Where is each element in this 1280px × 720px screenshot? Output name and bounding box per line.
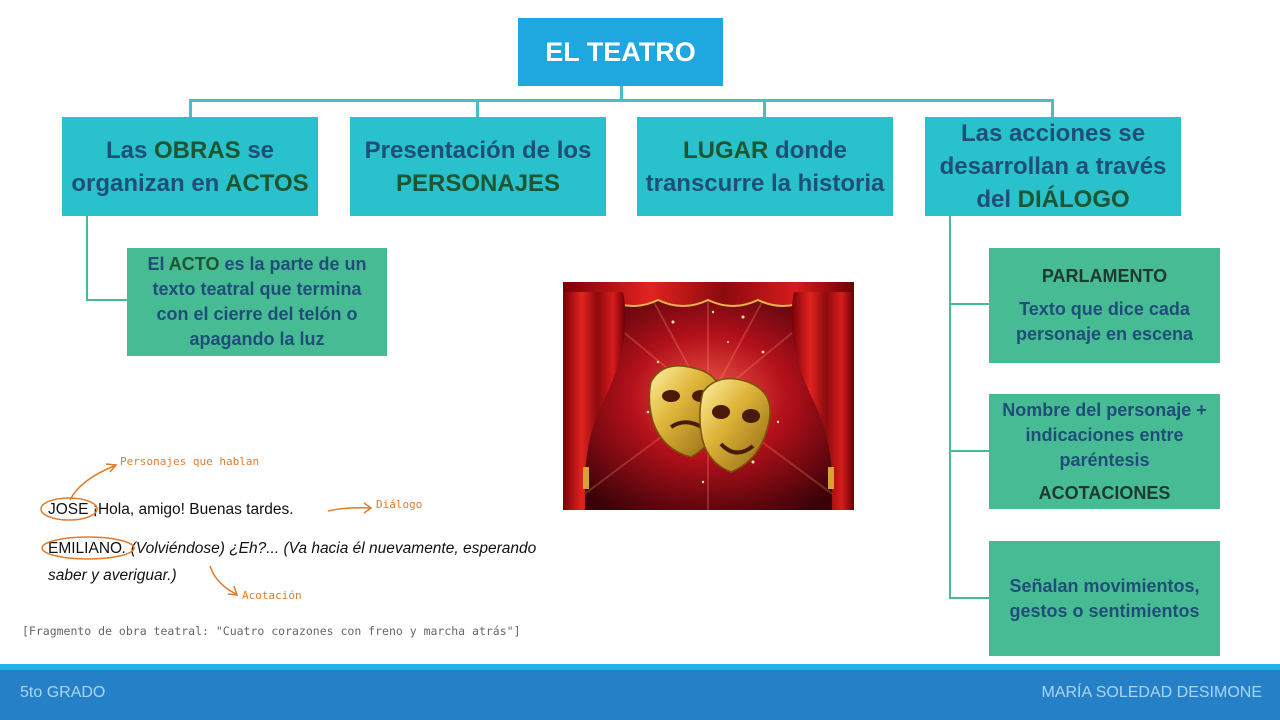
senalan-line: gestos o sentimientos	[1009, 600, 1200, 621]
parlamento-line: personaje en escena	[1015, 324, 1194, 344]
connector-acotaciones	[949, 450, 989, 452]
connector-parlamento	[949, 303, 989, 305]
jose-circle-icon	[38, 494, 100, 524]
character-name-jose: JOSE	[48, 501, 89, 518]
node-lugar	[637, 117, 893, 216]
emiliano-circle-icon	[38, 533, 138, 563]
footer-stripe	[0, 664, 1280, 670]
acto-line: apagando la luz	[189, 329, 325, 349]
node-line: Las OBRAS se	[105, 136, 275, 164]
acotaciones-line: paréntesis	[1059, 449, 1150, 470]
parlamento-title: PARLAMENTO	[1041, 266, 1168, 286]
connector-drop-personajes	[476, 99, 479, 117]
footer-grade: 5to GRADO	[20, 684, 106, 701]
character-name-emiliano: EMILIANO	[48, 540, 123, 557]
acto-line: El ACTO es la parte de un	[147, 254, 367, 274]
senalan-line: Señalan movimientos,	[1009, 575, 1200, 596]
connector-drop-lugar	[763, 99, 766, 117]
annotation-dialogo-arrow-icon	[326, 501, 374, 517]
node-line: Las acciones se	[960, 120, 1146, 147]
dialogue-line-3: saber y averiguar.)	[48, 567, 177, 584]
acotaciones-box	[989, 394, 1220, 509]
theater-masks-image	[563, 282, 854, 510]
parlamento-line: Texto que dice cada	[1019, 299, 1190, 319]
acotaciones-line: indicaciones entre	[1025, 424, 1184, 445]
acto-definition-box	[127, 248, 387, 356]
node-line: Presentación de los	[364, 136, 592, 164]
acotaciones-title: ACOTACIONES	[1038, 482, 1171, 503]
annotation-acotacion: Acotación	[242, 589, 302, 602]
acto-line: texto teatral que termina	[152, 279, 362, 299]
senalan-box	[989, 541, 1220, 656]
acotaciones-line: Nombre del personaje +	[1002, 399, 1207, 420]
dialogue-text-emiliano: . (Volviéndose) ¿Eh?... (Va hacia él nuevamente, esperando	[122, 540, 537, 557]
connector-senalan	[949, 597, 989, 599]
level1-connector-horizontal	[189, 99, 1054, 102]
node-personajes	[350, 117, 606, 216]
theater-masks-curtain-icon	[563, 282, 854, 510]
node-line: transcurre la historia	[645, 169, 885, 197]
acto-line: con el cierre del telón o	[156, 304, 358, 324]
node-line: del DIÁLOGO	[976, 186, 1130, 213]
node-line: LUGAR donde	[683, 136, 847, 164]
footer-author: MARÍA SOLEDAD DESIMONE	[1041, 684, 1262, 701]
fragment-citation: [Fragmento de obra teatral: "Cuatro corazones con freno y marcha atrás"]	[22, 624, 521, 638]
node-dialogo	[925, 117, 1181, 216]
connector-dialogo-vertical	[949, 216, 951, 599]
node-line: organizan en ACTOS	[71, 169, 309, 197]
annotation-acotacion-arrow-icon	[206, 564, 242, 600]
node-line: PERSONAJES	[395, 169, 561, 197]
node-line: desarrollan a través	[939, 153, 1167, 180]
root-node-el-teatro	[518, 18, 723, 86]
node-obras-actos	[62, 117, 318, 216]
dialogue-text-jose: ¡Hola, amigo! Buenas tardes.	[88, 501, 294, 518]
connector-drop-obras	[189, 99, 192, 117]
root-title: EL TEATRO	[545, 36, 696, 67]
annotation-personajes: Personajes que hablan	[120, 455, 260, 468]
annotation-dialogo: Diálogo	[376, 498, 423, 511]
connector-acto-horizontal	[86, 299, 127, 301]
connector-drop-dialogo	[1051, 99, 1054, 117]
parlamento-box	[989, 248, 1220, 363]
connector-acto-vertical	[86, 216, 88, 301]
